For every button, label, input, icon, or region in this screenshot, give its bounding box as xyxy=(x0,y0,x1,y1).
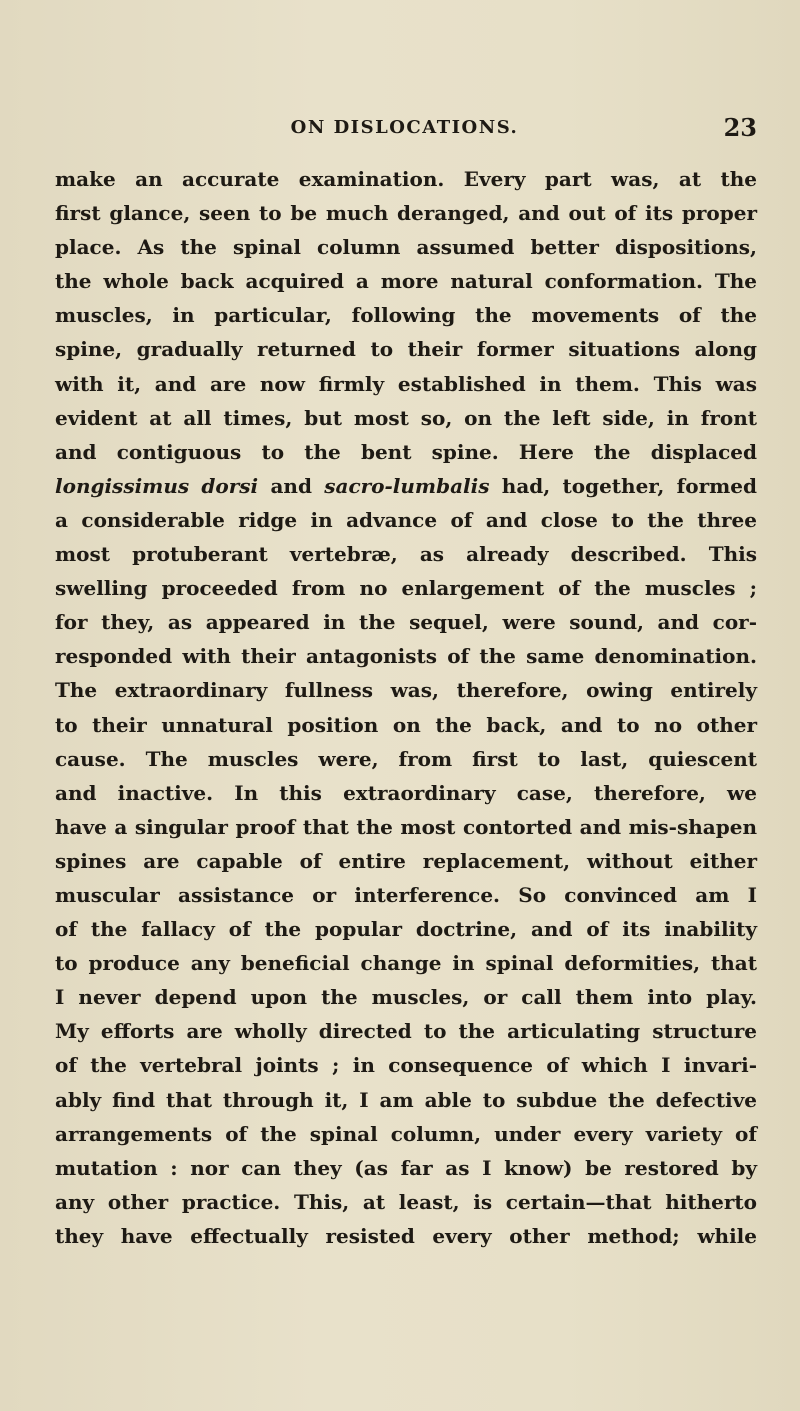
text-segment: responded with their antagonists of the same denomination. xyxy=(55,644,757,669)
text-segment: they have effectually resisted every other method; while xyxy=(55,1223,757,1248)
text-line xyxy=(55,264,757,298)
text-segment: spine, gradually returned to their former situations along xyxy=(55,337,757,362)
text-segment: with it, and are now firmly established in them. This was xyxy=(55,371,757,396)
text-line xyxy=(55,844,757,878)
text-line xyxy=(55,912,757,946)
body-text xyxy=(55,162,757,1253)
text-segment: to produce any beneficial change in spinal deformities, that xyxy=(55,951,757,976)
text-line xyxy=(55,946,757,980)
text-line xyxy=(55,537,757,571)
text-line xyxy=(55,639,757,673)
page-number: 23 xyxy=(723,113,757,142)
page-header xyxy=(52,113,757,143)
text-line xyxy=(55,605,757,639)
text-segment: place. As the spinal column assumed better dispositions, xyxy=(55,235,757,260)
text-line xyxy=(55,1083,757,1117)
text-segment: ably find that through it, I am able to subdue the defective xyxy=(55,1087,757,1112)
text-line xyxy=(55,810,757,844)
text-line xyxy=(55,503,757,537)
text-line xyxy=(55,673,757,707)
text-line xyxy=(55,367,757,401)
text-segment: arrangements of the spinal column, under every variety of xyxy=(55,1121,757,1146)
text-segment: evident at all times, but most so, on the left side, in front xyxy=(55,405,757,430)
text-line xyxy=(55,469,757,503)
text-segment: to their unnatural position on the back, and to no other xyxy=(55,712,757,737)
text-segment: of the fallacy of the popular doctrine, and of its inability xyxy=(55,917,757,942)
text-line xyxy=(55,1014,757,1048)
text-segment: muscles, in particular, following the movements of the xyxy=(55,303,757,328)
text-line xyxy=(55,1219,757,1253)
text-line xyxy=(55,878,757,912)
text-segment: My efforts are wholly directed to the articulating structure xyxy=(55,1019,757,1044)
text-segment: have a singular proof that the most contorted and mis-shapen xyxy=(55,814,757,839)
text-segment: a considerable ridge in advance of and close to the three xyxy=(55,507,757,532)
text-line xyxy=(55,980,757,1014)
text-segment: of the vertebral joints ; in consequence of which I invari- xyxy=(55,1053,757,1078)
text-segment: I never depend upon the muscles, or call them into play. xyxy=(55,985,757,1010)
text-segment: first glance, seen to be much deranged, and out of its proper xyxy=(55,201,757,226)
text-line xyxy=(55,776,757,810)
latin-term: longissimus dorsi xyxy=(55,473,259,498)
text-segment: had, together, formed xyxy=(489,473,757,498)
text-segment: the whole back acquired a more natural conformation. The xyxy=(55,269,757,294)
text-line xyxy=(55,196,757,230)
text-line xyxy=(55,1117,757,1151)
text-segment: and contiguous to the bent spine. Here the displaced xyxy=(55,439,757,464)
text-segment: muscular assistance or interference. So convinced am I xyxy=(55,882,757,907)
text-line xyxy=(55,162,757,196)
text-line xyxy=(55,298,757,332)
text-line xyxy=(55,1151,757,1185)
latin-term: sacro-lumbalis xyxy=(324,473,490,498)
text-line xyxy=(55,1185,757,1219)
text-line xyxy=(55,332,757,366)
text-segment: mutation : nor can they (as far as I know) be restored by xyxy=(55,1155,757,1180)
text-line xyxy=(55,1048,757,1082)
text-line xyxy=(55,230,757,264)
text-segment: and xyxy=(258,473,325,498)
text-segment: most protuberant vertebræ, as already described. This xyxy=(55,542,757,567)
text-line xyxy=(55,571,757,605)
running-title: ON DISLOCATIONS. xyxy=(290,117,519,138)
text-line xyxy=(55,435,757,469)
text-segment: cause. The muscles were, from first to last, quiescent xyxy=(55,746,757,771)
text-segment: spines are capable of entire replacement, without either xyxy=(55,848,757,873)
text-segment: and inactive. In this extraordinary case, therefore, we xyxy=(55,780,757,805)
text-segment: any other practice. This, at least, is certain—that hitherto xyxy=(55,1189,757,1214)
text-segment: make an accurate examination. Every part was, at the xyxy=(55,167,757,191)
text-segment: swelling proceeded from no enlargement of the muscles ; xyxy=(55,576,757,601)
text-line xyxy=(55,708,757,742)
text-line xyxy=(55,401,757,435)
text-line xyxy=(55,742,757,776)
text-segment: for they, as appeared in the sequel, were sound, and cor- xyxy=(55,610,757,635)
text-segment: The extraordinary fullness was, therefore, owing entirely xyxy=(55,678,757,703)
